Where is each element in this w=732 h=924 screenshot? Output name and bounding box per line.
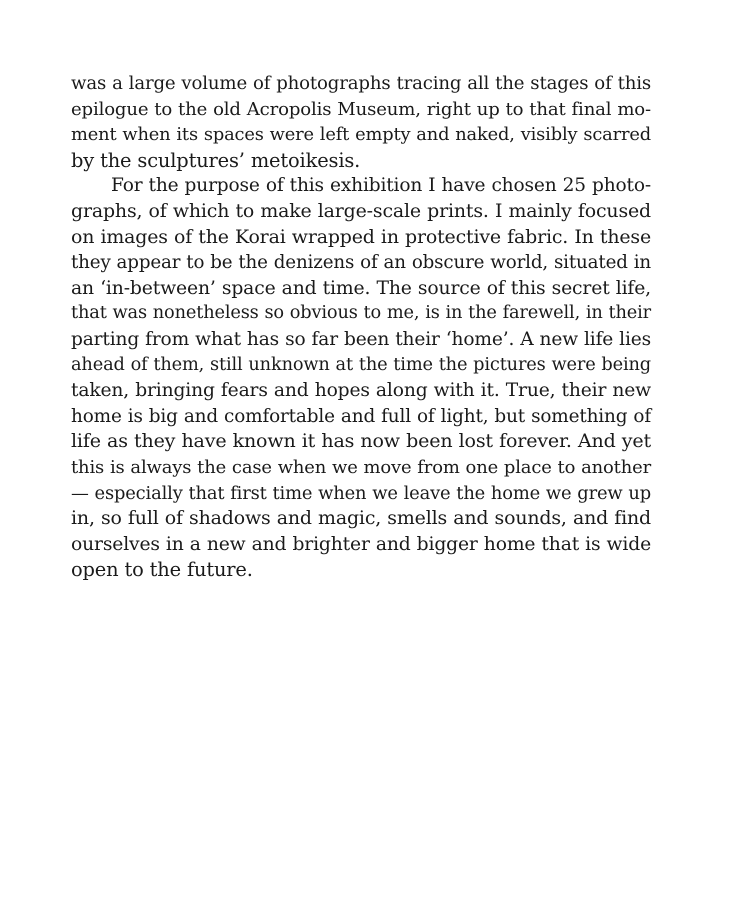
text-line: that was nonetheless so obvious to me, is in the farewell, in their xyxy=(71,303,651,324)
text-line: ment when its spaces were left empty and naked, visibly scarred xyxy=(71,124,651,146)
text-line: was a large volume of photographs tracing all the stages of this xyxy=(71,73,651,94)
paragraph-2 xyxy=(71,173,651,583)
text-line: home is big and comfortable and full of light, but something of xyxy=(71,405,651,427)
text-line: open to the future. xyxy=(71,558,253,582)
text-line: — especially that first time when we leave the home we grew up xyxy=(71,482,651,504)
text-line: in, so full of shadows and magic, smells and sounds, and find xyxy=(71,507,651,530)
text-line: For the purpose of this exhibition I have chosen 25 photo- xyxy=(111,175,651,197)
text-line: on images of the Korai wrapped in protective fabric. In these xyxy=(71,225,651,248)
text-line: graphs, of which to make large-scale prints. I mainly focused xyxy=(71,199,651,222)
document-body xyxy=(71,71,651,583)
text-line: parting from what has so far been their ‘home’. A new life lies xyxy=(71,328,651,350)
text-line: taken, bringing fears and hopes along with it. True, their new xyxy=(71,380,651,402)
text-line: an ‘in-between’ space and time. The source of this secret life, xyxy=(71,277,651,299)
text-line: this is always the case when we move from one place to another xyxy=(71,456,651,478)
paragraph-1 xyxy=(71,71,651,173)
text-line: ourselves in a new and brighter and bigger home that is wide xyxy=(71,533,651,555)
text-line: they appear to be the denizens of an obscure world, situated in xyxy=(71,252,651,274)
text-line: life as they have known it has now been lost forever. And yet xyxy=(71,430,651,453)
text-line: by the sculptures’ metoikesis. xyxy=(71,148,361,172)
text-line: epilogue to the old Acropolis Museum, right up to that final mo- xyxy=(71,98,651,120)
text-line: ahead of them, still unknown at the time the pictures were being xyxy=(71,354,651,375)
